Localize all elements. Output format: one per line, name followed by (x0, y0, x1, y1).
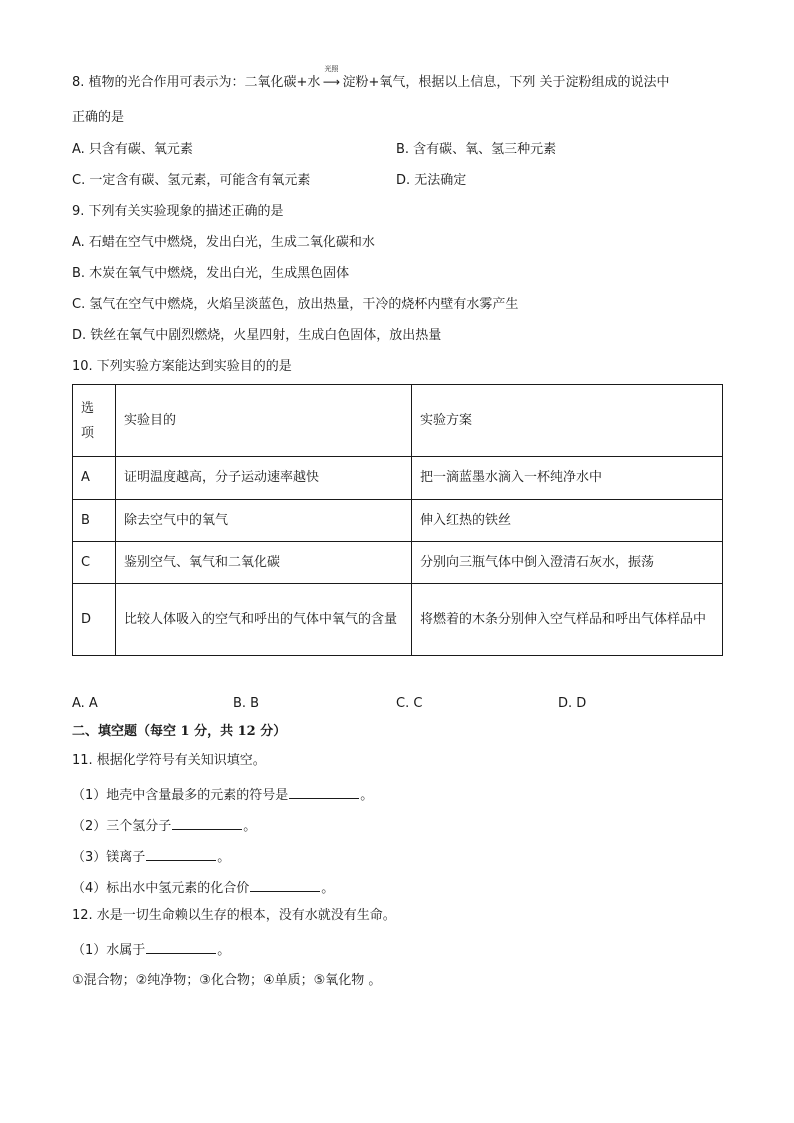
q11-item-3: （3）镁离子 。 (72, 846, 230, 867)
q11-stem: 11. 根据化学符号有关知识填空。 (72, 753, 266, 768)
q8-option-d: D. 无法确定 (396, 173, 467, 188)
q11-item-4: （4）标出水中氢元素的化合价 。 (72, 877, 334, 898)
q12-stem: 12. 水是一切生命赖以生存的根本，没有水就没有生命。 (72, 908, 396, 923)
q10-stem: 10. 下列实验方案能达到实验目的的是 (72, 359, 292, 374)
row-a-purpose: 证明温度越高，分子运动速率越快 (116, 457, 412, 500)
q9-stem: 9. 下列有关实验现象的描述正确的是 (72, 204, 284, 219)
section-title: 二、填空题（每空 1 分，共 12 分） (72, 724, 287, 739)
reaction-condition: 光照 (324, 65, 339, 73)
table-row (73, 457, 723, 500)
q9-option-b: B. 木炭在氧气中燃烧，发出白光，生成黑色固体 (72, 266, 350, 281)
row-b-option: B (73, 500, 116, 542)
reaction-arrow (320, 65, 342, 92)
header-purpose: 实验目的 (116, 385, 412, 457)
row-d-option: D (73, 584, 116, 656)
row-a-option: A (73, 457, 116, 500)
row-b-plan: 伸入红热的铁丝 (412, 500, 723, 542)
q9-option-a: A. 石蜡在空气中燃烧，发出白光，生成二氧化碳和水 (72, 235, 375, 250)
row-c-plan: 分别向三瓶气体中倒入澄清石灰水，振荡 (412, 542, 723, 584)
q8-stem (72, 65, 670, 92)
q9-option-c: C. 氢气在空气中燃烧，火焰呈淡蓝色，放出热量，干冷的烧杯内壁有水雾产生 (72, 297, 519, 312)
experiment-table (72, 384, 723, 656)
row-b-purpose: 除去空气中的氧气 (116, 500, 412, 542)
q8-text-after: 淀粉+氧气，根据以上信息，下列 关于淀粉组成的说法中 (342, 75, 670, 90)
table-header-row (73, 385, 723, 457)
header-plan: 实验方案 (412, 385, 723, 457)
q9-option-d: D. 铁丝在氧气中剧烈燃烧，火星四射，生成白色固体，放出热量 (72, 328, 442, 343)
arrow-icon: ⟶ (322, 75, 341, 89)
table-row (73, 500, 723, 542)
answer-blank (146, 939, 216, 954)
q8-option-a: A. 只含有碳、氧元素 (72, 142, 193, 157)
header-option: 选项 (73, 385, 116, 457)
answer-blank (146, 846, 216, 861)
answer-blank (250, 877, 320, 892)
q12-item-1: （1）水属于 。 (72, 939, 230, 960)
row-d-plan: 将燃着的木条分别伸入空气样品和呼出气体样品中 (412, 584, 723, 656)
row-d-purpose: 比较人体吸入的空气和呼出的气体中氧气的含量 (116, 584, 412, 656)
q8-stem-line2: 正确的是 (72, 110, 125, 125)
q12-choices: ①混合物；②纯净物；③化合物；④单质；⑤氧化物 。 (72, 973, 382, 988)
q10-option-c: C. C (396, 696, 423, 711)
table-row (73, 584, 723, 656)
q11-item-2: （2）三个氢分子 。 (72, 815, 256, 836)
table-row (73, 542, 723, 584)
q8-option-b: B. 含有碳、氧、氢三种元素 (396, 142, 557, 157)
q10-option-d: D. D (558, 696, 587, 711)
row-c-purpose: 鉴别空气、氧气和二氧化碳 (116, 542, 412, 584)
q8-text-before: 8. 植物的光合作用可表示为：二氧化碳+水 (72, 75, 321, 90)
answer-blank (289, 784, 359, 799)
row-c-option: C (73, 542, 116, 584)
q10-option-a: A. A (72, 696, 98, 711)
row-a-plan: 把一滴蓝墨水滴入一杯纯净水中 (412, 457, 723, 500)
q11-item-1: （1）地壳中含量最多的元素的符号是 。 (72, 784, 373, 805)
q10-option-b: B. B (233, 696, 260, 711)
q8-option-c: C. 一定含有碳、氢元素，可能含有氧元素 (72, 173, 311, 188)
answer-blank (172, 815, 242, 830)
